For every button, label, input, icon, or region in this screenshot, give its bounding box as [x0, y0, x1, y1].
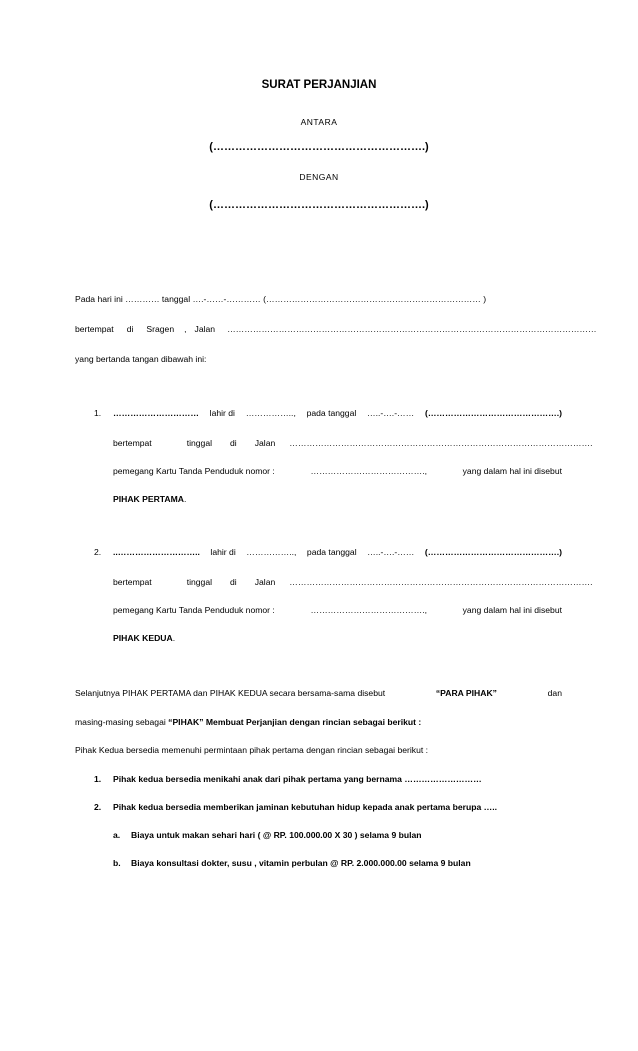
- closing-p2-bold2: Membuat Perjanjian dengan rincian sebagai berikut :: [205, 717, 422, 727]
- term2b-text: Biaya konsultasi dokter, susu , vitamin perbulan @ RP. 2.000.000.00 selama 9 bulan: [131, 858, 471, 868]
- antara-label: ANTARA: [300, 117, 338, 127]
- party1-designation-bold: PIHAK PERTAMA: [113, 494, 184, 504]
- party1-lahir-label: lahir di: [209, 408, 235, 418]
- closing-p1-bold: “PARA PIHAK”: [435, 688, 497, 698]
- party1-tinggal: tinggal: [186, 438, 213, 448]
- party1-name-blank: (………………………………………………….): [209, 141, 429, 153]
- party2-ktp-line: [113, 605, 562, 615]
- intro-bertempat: bertempat: [75, 324, 114, 334]
- party1-designation-end: .: [183, 494, 187, 504]
- party2-disebut-label: yang dalam hal ini disebut: [462, 605, 562, 615]
- party1-birthdate-field: …..-….-……: [366, 408, 415, 418]
- party2-address-blank: …………………………………………………………………………………………….: [289, 577, 593, 587]
- party2-designation-end: .: [172, 633, 176, 643]
- intro-di: di: [126, 324, 134, 334]
- party1-bertempat: bertempat: [113, 438, 152, 448]
- party1-designation: [113, 494, 186, 504]
- party2-name-blank: (………………………………………………….): [209, 199, 429, 211]
- party2-pada-label: pada tanggal: [306, 547, 357, 557]
- closing-p1-dan: dan: [547, 688, 562, 698]
- closing-p1-text: Selanjutnya PIHAK PERTAMA dan PIHAK KEDUA secara bersama-sama disebut: [75, 688, 386, 698]
- party2-birthdate-words: (……………………………………….): [424, 547, 562, 557]
- party1-ktp-field: ………………………………….,: [310, 466, 427, 476]
- intro-signatories-line: yang bertanda tangan dibawah ini:: [75, 354, 207, 364]
- party2-tinggal: tinggal: [186, 577, 213, 587]
- party2-di: di: [230, 577, 237, 587]
- intro-jalan: Jalan: [194, 324, 216, 334]
- term1-number: 1.: [94, 774, 102, 784]
- party1-address-blank: …………………………………………………………………………………………….: [289, 438, 593, 448]
- party2-birth-line: [113, 547, 562, 557]
- intro-city: Sragen: [146, 324, 175, 334]
- party2-number: 2.: [94, 547, 102, 557]
- term2-text: Pihak kedua bersedia memberikan jaminan kebutuhan hidup kepada anak pertama berupa …..: [113, 802, 497, 812]
- closing-rincian-line: Pihak Kedua bersedia memenuhi permintaan pihak pertama dengan rincian sebagai berikut :: [75, 745, 429, 755]
- party1-disebut-label: yang dalam hal ini disebut: [462, 466, 562, 476]
- party2-birthplace-field: ……………..,: [246, 547, 297, 557]
- party1-ktp-line: [113, 466, 562, 476]
- party1-name-field: …………………………: [113, 408, 199, 418]
- party1-pada-label: pada tanggal: [306, 408, 357, 418]
- intro-location-line: [75, 324, 597, 334]
- party2-lahir-label: lahir di: [210, 547, 236, 557]
- closing-para-pihak-line: [75, 688, 562, 698]
- party1-di: di: [230, 438, 237, 448]
- party2-ktp-label: pemegang Kartu Tanda Penduduk nomor :: [113, 605, 275, 615]
- term2b-letter: b.: [113, 858, 121, 868]
- closing-pihak-line: [75, 717, 421, 727]
- party2-jalan: Jalan: [254, 577, 276, 587]
- term2-number: 2.: [94, 802, 102, 812]
- party1-jalan: Jalan: [254, 438, 276, 448]
- term2a-text: Biaya untuk makan sehari hari ( @ RP. 100.000.00 X 30 ) selama 9 bulan: [131, 830, 422, 840]
- party1-birth-line: [113, 408, 562, 418]
- intro-comma: ,: [184, 324, 187, 334]
- party1-address-line: [113, 438, 593, 448]
- party1-number: 1.: [94, 408, 102, 418]
- party1-ktp-label: pemegang Kartu Tanda Penduduk nomor :: [113, 466, 275, 476]
- closing-p2-bold1: “PIHAK”: [168, 717, 204, 727]
- party1-birthdate-words: (……………………………………….): [424, 408, 562, 418]
- party2-name-field: ..………………………..: [113, 547, 200, 557]
- term1-text: Pihak kedua bersedia menikahi anak dari pihak pertama yang bernama ………………………: [113, 774, 482, 784]
- term2a-letter: a.: [113, 830, 121, 840]
- intro-date-line: Pada hari ini ………… tanggal ….-……-………… (………………………………………………………………… ): [75, 294, 487, 304]
- closing-p2-text: masing-masing sebagai: [75, 717, 166, 727]
- party2-ktp-field: ………………………………….,: [310, 605, 427, 615]
- party2-designation: [113, 633, 175, 643]
- party2-birthdate-field: …..-….-……: [367, 547, 415, 557]
- document-title: SURAT PERJANJIAN: [261, 79, 377, 91]
- party2-designation-bold: PIHAK KEDUA: [113, 633, 173, 643]
- party2-address-line: [113, 577, 593, 587]
- dengan-label: DENGAN: [299, 172, 339, 182]
- party2-bertempat: bertempat: [113, 577, 152, 587]
- party1-birthplace-field: ……………..,: [245, 408, 296, 418]
- intro-address-blank: …………………………………………………………………………………………………………………: [227, 324, 597, 334]
